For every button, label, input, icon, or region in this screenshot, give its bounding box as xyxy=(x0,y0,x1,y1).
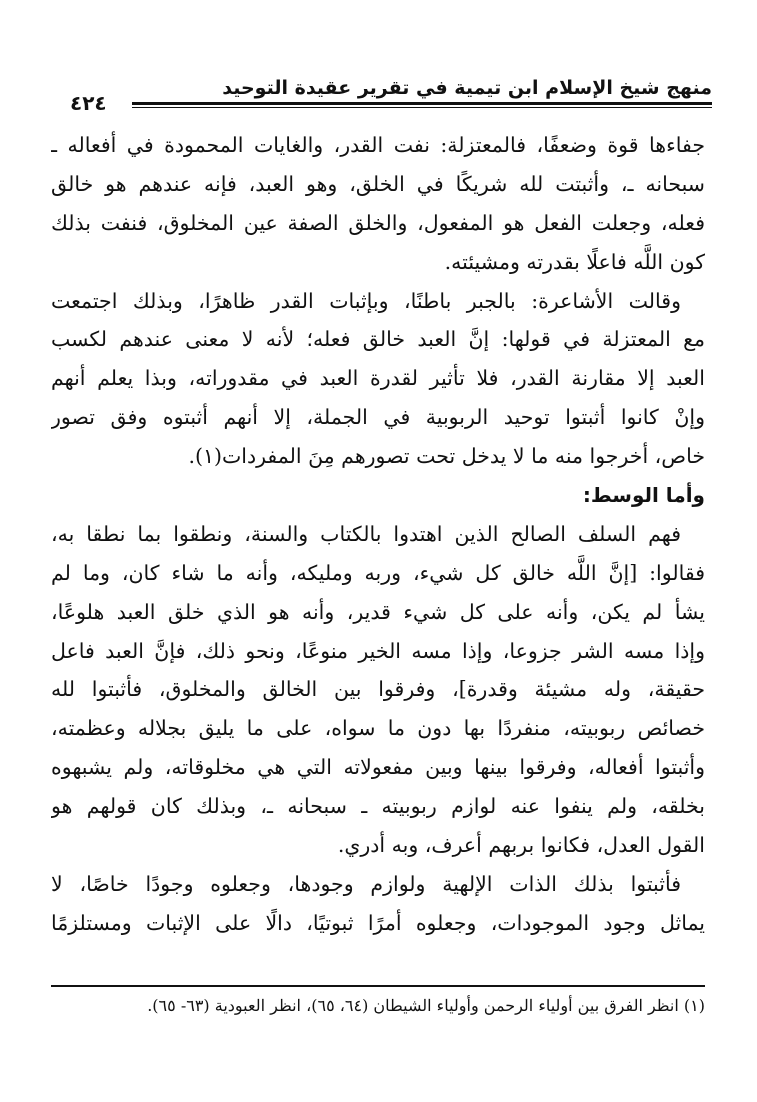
page-number: ٤٢٤ xyxy=(70,91,107,115)
text-line: يشأ لم يكن، وأنه على كل شيء قدير، وأنه هو الذي خلق العبد هلوعًا، xyxy=(51,599,705,624)
text-line: وإذا مسه الشر جزوعا، وإذا مسه الخير منوعًا، ونحو ذلك، فإنَّ العبد فاعل xyxy=(51,638,705,663)
text-line: وقالت الأشاعرة: بالجبر باطنًا، وبإثبات القدر ظاهرًا، وبذلك اجتمعت xyxy=(51,288,681,313)
text-line: يماثل وجود الموجودات، وجعلوه أمرًا ثبوتيًا، دالًا على الإثبات ومستلزمًا xyxy=(51,910,705,935)
text-line: حقيقة، وله مشيئة وقدرة]، وفرقوا بين الخالق والمخلوق، فأثبتوا لله xyxy=(51,677,705,702)
text-line: سبحانه ـ، وأثبتت لله شريكًا في الخلق، وهو العبد، فإنه عندهم هو خالق xyxy=(51,171,705,196)
header-rule-thin xyxy=(132,107,712,108)
text-line: مع المعتزلة في قولها: إنَّ العبد خالق فعله؛ لأنه لا معنى عندهم لكسب xyxy=(51,327,705,352)
running-header xyxy=(60,74,712,114)
text-line: فأثبتوا بذلك الذات الإلهية ولوازم وجودها، وجعلوه وجودًا خاصًا، لا xyxy=(51,871,681,896)
running-header-title: منهج شيخ الإسلام ابن تيمية في تقرير عقيدة التوحيد xyxy=(222,77,712,99)
section-heading: وأما الوسط: xyxy=(582,483,705,508)
text-line: فهم السلف الصالح الذين اهتدوا بالكتاب والسنة، ونطقوا بما نطقا به، xyxy=(51,521,681,546)
text-line: كون اللَّه فاعلًا بقدرته ومشيئته. xyxy=(444,249,705,274)
text-line: بخلقه، ولم ينفوا عنه لوازم ربوبيته ـ سبحانه ـ، وبذلك كان قولهم هو xyxy=(51,794,705,819)
text-line: فقالوا: [إنَّ اللَّه خالق كل شيء، وربه ومليكه، وأنه ما شاء كان، وما لم xyxy=(51,560,705,585)
text-line: جفاءها قوة وضعفًا، فالمعتزلة: نفت القدر، والغايات المحمودة في أفعاله ـ xyxy=(51,133,705,157)
text-line: خصائص ربوبيته، منفردًا بها دون ما سواه، على ما يليق بجلاله وعظمته، xyxy=(51,716,705,741)
text-line: وإنْ كانوا أثبتوا توحيد الربوبية في الجملة، إلا أنهم أثبتوه وفق تصور xyxy=(51,405,705,430)
body-text xyxy=(51,126,705,943)
text-line: وأثبتوا أفعاله، وفرقوا بينها وبين مفعولاته التي هي مخلوقاته، ولم يشبهوه xyxy=(51,755,705,780)
text-line: العبد إلا مقارنة القدر، فلا تأثير لقدرة العبد في مقدوراته، وبذا يعلم أنهم xyxy=(51,366,705,391)
header-rule-thick xyxy=(132,102,712,105)
footnote-separator xyxy=(51,985,705,987)
footnote: (١) انظر الفرق بين أولياء الرحمن وأولياء الشيطان (٦٤، ٦٥)، انظر العبودية (٦٣- ٦٥). xyxy=(147,996,705,1015)
text-line: خاص، أخرجوا منه ما لا يدخل تحت تصورهم مِنَ المفردات(١). xyxy=(188,444,705,469)
text-line: القول العدل، فكانوا بربهم أعرف، وبه أدري. xyxy=(337,833,705,858)
text-line: فعله، وجعلت الفعل هو المفعول، والخلق الصفة عين المخلوق، فنفت بذلك xyxy=(51,210,705,235)
